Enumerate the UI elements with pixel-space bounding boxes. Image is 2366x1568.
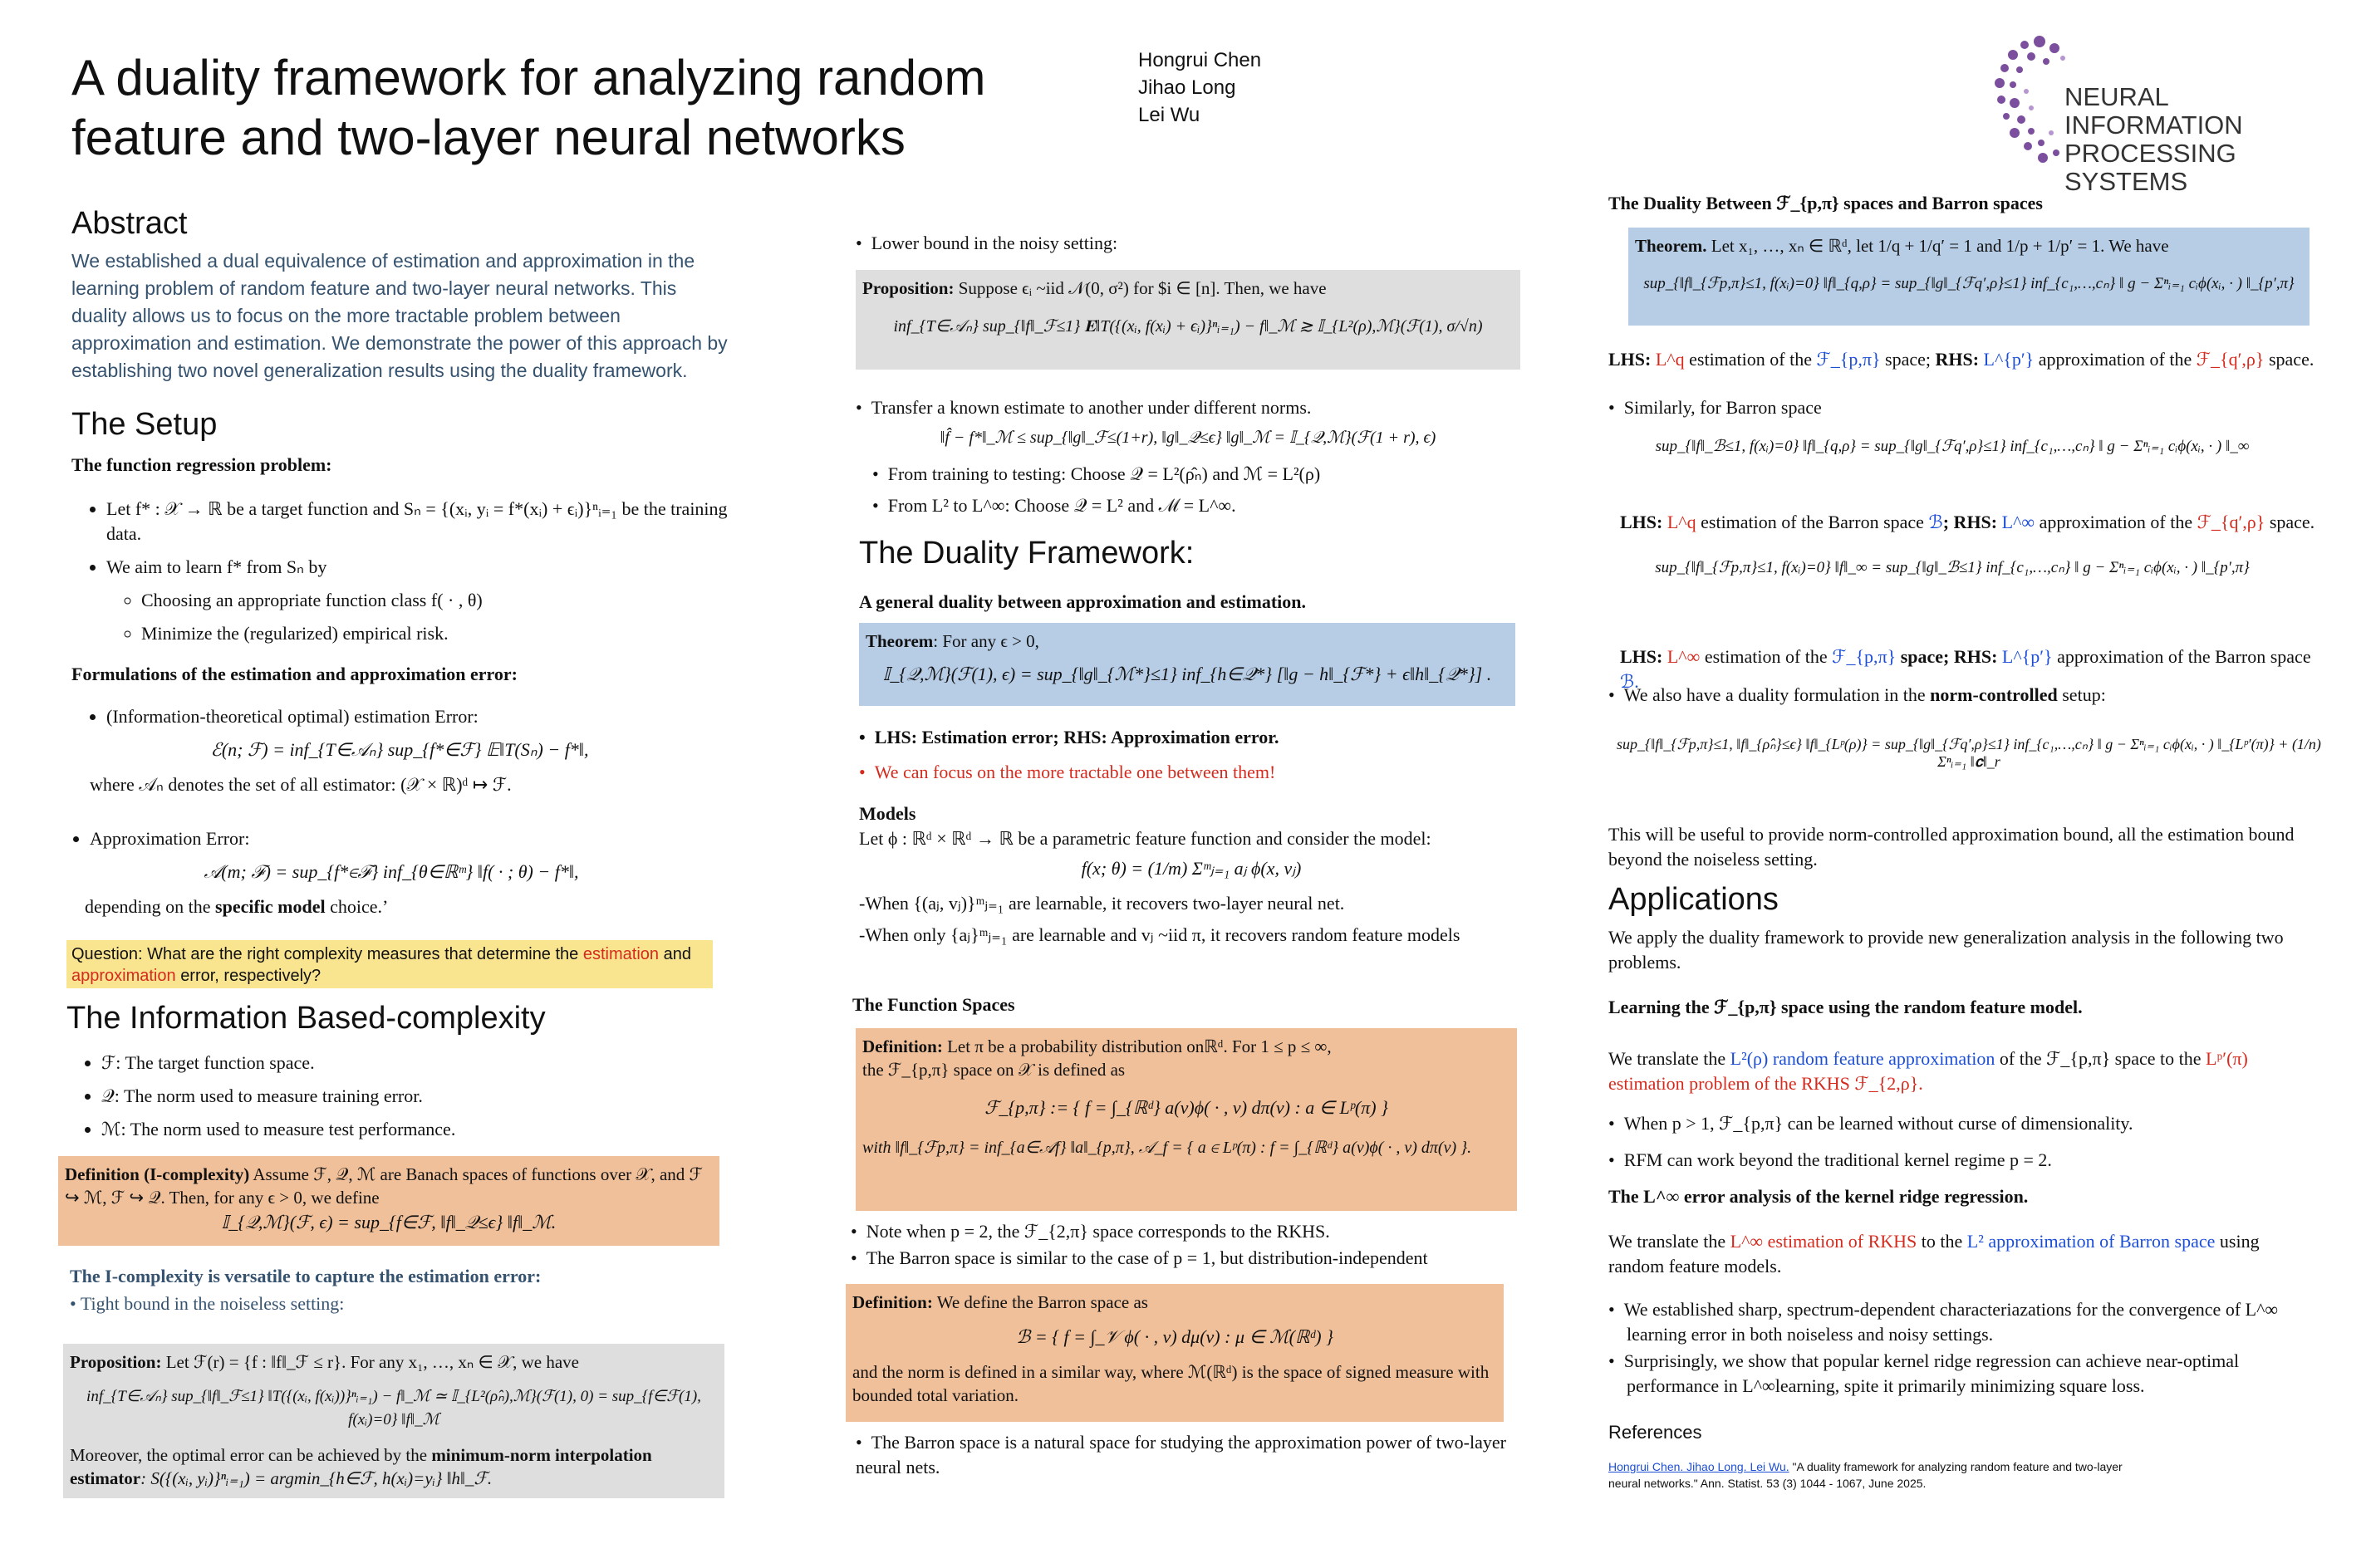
apply-text: We apply the duality framework to provide new generalization analysis in the following two problems. — [1608, 927, 2284, 973]
author-3: Lei Wu — [1138, 104, 1200, 126]
norm-eq: sup_{‖f‖_{ℱp,π}≤1, ‖f‖_{ρ̂ₙ}≤ϵ} ‖f‖_{Lᵖ(ρ)} = sup_{‖g‖_{ℱq′,ρ}≤1} inf_{c₁,…,cₙ} ‖ g − Σⁿᵢ₌₁ cᵢϕ(xᵢ, · ) ‖_{Lᵖ′(π)} + (1/n) Σⁿᵢ₌₁ ‖𝐜‖_r — [1617, 736, 2321, 770]
author-list — [1138, 47, 1261, 129]
icomp-eq: 𝕀_{𝒬,ℳ}(ℱ, ϵ) = sup_{f∈ℱ, ‖f‖_𝒬≤ϵ} ‖f‖_ℳ. — [221, 1212, 557, 1232]
setup-sub-1: ◦ Choosing an appropriate function class f( · , θ) — [141, 588, 728, 613]
logo-text — [2064, 83, 2339, 196]
note-1: • Note when p = 2, the ℱ_{2,π} space corresponds to the RKHS. — [851, 1221, 1330, 1242]
app-list-2 — [1608, 1297, 2290, 1399]
neurips-logo-icon — [1990, 33, 2073, 166]
def2-eq: ℬ = { f = ∫_𝒱 ϕ( · , v) dμ(v) : μ ∈ ℳ(ℝᵈ) } — [1016, 1326, 1333, 1347]
author-1: Hongrui Chen — [1138, 49, 1262, 71]
lhs1-line: LHS: L^q estimation of the ℱ_{p,π} space; RHS: L^{p′} approximation of the ℱ_{q′,ρ} space. — [1608, 349, 2314, 370]
approx-list — [55, 826, 728, 919]
est-error-eq: ℰ(n; ℱ) = inf_{T∈𝒜ₙ} sup_{f*∈ℱ} 𝔼‖T(Sₙ) − f*‖, — [210, 739, 589, 760]
poster-title: A duality framework for analyzing random feature and two-layer neural networks — [71, 50, 986, 165]
tight-bound: • Tight bound in the noiseless setting: — [70, 1293, 345, 1314]
lower-bound: • Lower bound in the noisy setting: — [856, 233, 1118, 253]
lhs-rhs: • LHS: Estimation error; RHS: Approximation error. — [859, 727, 1279, 747]
formulations-list — [71, 704, 728, 797]
models-when-2: -When only {aⱼ}ᵐⱼ₌₁ are learnable and vⱼ ~iid π, it recovers random feature models — [859, 924, 1460, 945]
question-box: Question: What are the right complexity measures that determine the estimation and approximation error, respectively? — [66, 940, 713, 988]
info-heading: The Information Based-complexity — [66, 1001, 546, 1036]
note-2: • The Barron space is similar to the case of p = 1, but distribution-independent — [851, 1247, 1428, 1268]
learning-heading: Learning the ℱ_{p,π} space using the random feature model. — [1608, 997, 2083, 1017]
def1-box: Definition: Let π be a probability distribution onℝᵈ. For 1 ≤ p ≤ ∞, the ℱ_{p,π} space on 𝒳 is defined as ℱ_{p,π} := { f = ∫_{ℝᵈ} a(v)ϕ( · , v) dπ(v) : a ∈ Lᵖ(π) } with ‖f‖_{ℱp,π} = inf_{a∈𝒜f} ‖a‖_{p,π}, 𝒜_f = { a ∈ Lᵖ(π) : f = ∫_{ℝᵈ} a(v)ϕ( · , v) dπ(v) }. — [856, 1028, 1517, 1211]
author-2: Jihao Long — [1138, 76, 1236, 99]
transfer-sub-1: • From training to testing: Choose 𝒬 = L²(ρ̂ₙ) and ℳ = L²(ρ) — [872, 463, 1321, 484]
duality-between-heading: The Duality Between ℱ_{p,π} spaces and Barron spaces — [1608, 193, 2043, 213]
models-block — [859, 801, 1524, 948]
duality-heading: The Duality Framework: — [859, 536, 1195, 571]
formulations-heading: Formulations of the estimation and approximation error: — [71, 664, 518, 684]
func-reg-heading: The function regression problem: — [71, 454, 332, 475]
theorem2-box: Theorem. Let x₁, …, xₙ ∈ ℝᵈ, let 1/q + 1/q′ = 1 and 1/p + 1/p′ = 1. We have sup_{‖f‖_{ℱp,π}≤1, f(xᵢ)=0} ‖f‖_{q,ρ} = sup_{‖g‖_{ℱq′,ρ}≤1} inf_{c₁,…,cₙ} ‖ g − Σⁿᵢ₌₁ cᵢϕ(xᵢ, · ) ‖_{p′,π} — [1628, 228, 2310, 326]
lhs-rhs-block — [859, 725, 1515, 785]
setup-heading: The Setup — [71, 407, 218, 442]
logo-line-2: PROCESSING SYSTEMS — [2064, 139, 2236, 196]
kernel-heading: The L^∞ error analysis of the kernel ridge regression. — [1608, 1186, 2029, 1207]
barron-eq-2: sup_{‖f‖_{ℱp,π}≤1, f(xᵢ)=0} ‖f‖_∞ = sup_{‖g‖_ℬ≤1} inf_{c₁,…,cₙ} ‖ g − Σⁿᵢ₌₁ cᵢϕ(xᵢ, · ) ‖_{p′,π} — [1655, 559, 2250, 576]
app-bullet-4: • Surprisingly, we show that popular kernel ridge regression can achieve near-optimal performance in L^∞learning, spite it primarily minimizing square loss. — [1608, 1350, 2240, 1396]
approx-depending: depending on the specific model choice.’ — [85, 896, 389, 917]
neurips-logo — [1990, 33, 2339, 196]
approx-error-label: • Approximation Error: — [90, 826, 728, 851]
approx-error-eq: 𝒜(m; ℱ) = sup_{f*∈ℱ} inf_{θ∈ℝᵐ} ‖f( · ; θ) − f*‖, — [204, 861, 579, 882]
def1-eq-2: with ‖f‖_{ℱp,π} = inf_{a∈𝒜f} ‖a‖_{p,π}, 𝒜_f = { a ∈ Lᵖ(π) : f = ∫_{ℝᵈ} a(v)ϕ( · , v) dπ(v) }. — [862, 1139, 1472, 1157]
info-list — [66, 1051, 723, 1150]
models-heading: Models — [859, 803, 916, 824]
icomp-versatile: The I-complexity is versatile to capture the estimation error: — [70, 1266, 542, 1286]
app-list-1 — [1608, 1111, 2314, 1173]
transfer-sub-2: • From L² to L^∞: Choose 𝒬 = L² and ℳ = L^∞. — [872, 495, 1236, 516]
func-spaces-heading: The Function Spaces — [852, 994, 1015, 1015]
app-bullet-2: • RFM can work beyond the traditional kernel regime p = 2. — [1608, 1149, 2052, 1170]
models-text: Let ϕ : ℝᵈ × ℝᵈ → ℝ be a parametric feature function and consider the model: — [859, 828, 1431, 849]
prop2-eq: inf_{T∈𝒜ₙ} sup_{‖f‖_ℱ≤1} 𝐄‖T({(xᵢ, f(xᵢ) + ϵᵢ)}ⁿᵢ₌₁) − f‖_ℳ ≳ 𝕀_{L²(ρ),ℳ}(ℱ(1), σ/√n) — [893, 317, 1483, 336]
app-bullet-1: • When p > 1, ℱ_{p,π} can be learned without curse of dimensionality. — [1608, 1113, 2133, 1134]
models-eq: f(x; θ) = (1/m) Σᵐⱼ₌₁ aⱼ ϕ(x, vⱼ) — [1081, 858, 1302, 879]
info-bullet-1: • ℱ: The target function space. — [101, 1051, 723, 1076]
setup-bullet-2 — [106, 555, 728, 646]
setup-sub-2: ◦ Minimize the (regularized) empirical risk. — [141, 621, 728, 646]
translate2: We translate the L^∞ estimation of RKHS to the L² approximation of Barron space using random feature models. — [1608, 1231, 2260, 1276]
models-when-1: -When {(aⱼ, vⱼ)}ᵐⱼ₌₁ are learnable, it recovers two-layer neural net. — [859, 893, 1345, 914]
general-duality: A general duality between approximation and estimation. — [859, 591, 1307, 612]
setup-bullet-2-text: We aim to learn f* from Sₙ by — [106, 556, 327, 577]
def2-text-2: and the norm is defined in a similar way, where ℳ(ℝᵈ) is the space of signed measure with bounded total variation. — [852, 1362, 1490, 1405]
theorem1-box: Theorem: For any ϵ > 0, 𝕀_{𝒬,ℳ}(ℱ(1), ϵ) = sup_{‖g‖_{ℳ*}≤1} inf_{h∈𝒬*} [‖g − h‖_{ℱ*} + ϵ‖h‖_{𝒬*}] . — [859, 623, 1515, 706]
prop2-box: Proposition: Suppose ϵᵢ ~iid 𝒩(0, σ²) for $i ∈ [n]. Then, we have inf_{T∈𝒜ₙ} sup_{‖f‖_ℱ≤1} 𝐄‖T({(xᵢ, f(xᵢ) + ϵᵢ)}ⁿᵢ₌₁) − f‖_ℳ ≳ 𝕀_{L²(ρ),ℳ}(ℱ(1), σ/√n) — [856, 270, 1520, 370]
references-heading: References — [1608, 1422, 1702, 1443]
setup-bullet-1: • Let f* : 𝒳 → ℝ be a target function and Sₙ = {(xᵢ, yᵢ = f*(xᵢ) + ϵᵢ)}ⁿᵢ₌₁ be the training data. — [106, 497, 728, 546]
reference-authors-link[interactable]: Hongrui Chen. Jihao Long. Lei Wu. — [1608, 1460, 1789, 1473]
lhs2-line: LHS: L^q estimation of the Barron space ℬ; RHS: L^∞ approximation of the ℱ_{q′,ρ} space. — [1620, 512, 2315, 532]
prop1-eq: inf_{T∈𝒜ₙ} sup_{‖f‖_ℱ≤1} ‖T({(xᵢ, f(xᵢ))}ⁿᵢ₌₁) − f‖_ℳ ≃ 𝕀_{L²(ρ̂ₙ),ℳ}(ℱ(1), 0) = sup_{f∈ℱ(1), f(xᵢ)=0} ‖f‖_ℳ — [86, 1388, 701, 1428]
useful-text: This will be useful to provide norm-controlled approximation bound, all the estimation bound beyond the noiseless setting. — [1608, 824, 2295, 870]
icomp-definition-box: Definition (I-complexity) Assume ℱ, 𝒬, ℳ are Banach spaces of functions over 𝒳, and ℱ ↪ ℳ, ℱ ↪ 𝒬. Then, for any ϵ > 0, we define 𝕀_{𝒬,ℳ}(ℱ, ϵ) = sup_{f∈ℱ, ‖f‖_𝒬≤ϵ} ‖f‖_ℳ. — [58, 1156, 719, 1246]
translate1: We translate the L²(ρ) random feature approximation of the ℱ_{p,π} space to the Lᵖ′(π) estimation problem of the RKHS ℱ_{2,ρ}. — [1608, 1048, 2248, 1094]
theorem1-eq: 𝕀_{𝒬,ℳ}(ℱ(1), ϵ) = sup_{‖g‖_{ℳ*}≤1} inf_{h∈𝒬*} [‖g − h‖_{ℱ*} + ϵ‖h‖_{𝒬*}] . — [882, 664, 1492, 684]
transfer-text: • Transfer a known estimate to another under different norms. — [856, 397, 1312, 418]
def1-eq-1: ℱ_{p,π} := { f = ∫_{ℝᵈ} a(v)ϕ( · , v) dπ(v) : a ∈ Lᵖ(π) } — [984, 1097, 1388, 1118]
notes-block — [851, 1219, 1515, 1271]
setup-list — [71, 497, 728, 654]
est-where: where 𝒜ₙ denotes the set of all estimator: (𝒳 × ℝ)ᵈ ↦ ℱ. — [90, 774, 512, 795]
def2-box: Definition: We define the Barron space as ℬ = { f = ∫_𝒱 ϕ( · , v) dμ(v) : μ ∈ ℳ(ℝᵈ) } and the norm is defined in a similar way, where ℳ(ℝᵈ) is the space of signed measure with bounded total variation. — [846, 1284, 1504, 1422]
abstract-heading: Abstract — [71, 206, 188, 241]
app-bullet-3: • We established sharp, spectrum-dependent characteriazations for the convergence of L^∞ learning error in both noiseless and noisy settings. — [1608, 1299, 2279, 1345]
prop1-more: Moreover, the optimal error can be achieved by the minimum-norm interpolation estimator: S({(xᵢ, yᵢ)}ⁿᵢ₌₁) = argmin_{h∈ℱ, h(xᵢ)=yᵢ} ‖h‖_ℱ. — [70, 1445, 652, 1488]
focus-text: • We can focus on the more tractable one between them! — [859, 762, 1276, 782]
lhs3-line: LHS: L^∞ estimation of the ℱ_{p,π} space; RHS: L^{p′} approximation of the Barron space ℬ. — [1620, 646, 2311, 692]
est-error-label: • (Information-theoretical optimal) estimation Error: — [106, 704, 728, 729]
similarly: • Similarly, for Barron space — [1608, 397, 1822, 418]
reference-entry: Hongrui Chen. Jihao Long. Lei Wu. "A duality framework for analyzing random feature and two-layer neural networks." Ann. Statist. 53 (3) 1044 - 1067, June 2025. — [1608, 1460, 2123, 1490]
applications-heading: Applications — [1608, 882, 1779, 917]
info-bullet-2: • 𝒬: The norm used to measure training error. — [101, 1084, 723, 1109]
transfer-eq: ‖f̂ − f*‖_ℳ ≤ sup_{‖g‖_ℱ≤(1+r), ‖g‖_𝒬≤ϵ} ‖g‖_ℳ = 𝕀_{𝒬,ℳ}(ℱ(1 + r), ϵ) — [940, 429, 1436, 447]
barron-natural: • The Barron space is a natural space for studying the approximation power of two-layer neural nets. — [856, 1432, 1506, 1477]
info-bullet-3: • ℳ: The norm used to measure test performance. — [101, 1117, 723, 1142]
abstract-text: We established a dual equivalence of estimation and approximation in the learning problem of random feature and two-layer neural networks. This duality allows us to focus on the more tractable problem between approximation and estimation. We demonstrate the power of this approach by establishing two novel generalization results using the duality framework. — [71, 250, 728, 381]
theorem2-eq: sup_{‖f‖_{ℱp,π}≤1, f(xᵢ)=0} ‖f‖_{q,ρ} = sup_{‖g‖_{ℱq′,ρ}≤1} inf_{c₁,…,cₙ} ‖ g − Σⁿᵢ₌₁ cᵢϕ(xᵢ, · ) ‖_{p′,π} — [1643, 275, 2295, 292]
prop1-box: Proposition: Let ℱ(r) = {f : ‖f‖_ℱ ≤ r}. For any x₁, …, xₙ ∈ 𝒳, we have inf_{T∈𝒜ₙ} sup_{‖f‖_ℱ≤1} ‖T({(xᵢ, f(xᵢ))}ⁿᵢ₌₁) − f‖_ℳ ≃ 𝕀_{L²(ρ̂ₙ),ℳ}(ℱ(1), 0) = sup_{f∈ℱ(1), f(xᵢ)=0} ‖f‖_ℳ Moreover, the optimal error can be achieved by the minimum-norm interpolation estimator: S({(xᵢ, yᵢ)}ⁿᵢ₌₁) = argmin_{h∈ℱ, h(xᵢ)=yᵢ} ‖h‖_ℱ. — [63, 1344, 724, 1498]
transfer-block — [856, 395, 1520, 518]
barron-eq-1: sup_{‖f‖_ℬ≤1, f(xᵢ)=0} ‖f‖_{q,ρ} = sup_{‖g‖_{ℱq′,ρ}≤1} inf_{c₁,…,cₙ} ‖ g − Σⁿᵢ₌₁ cᵢϕ(xᵢ, · ) ‖_∞ — [1655, 438, 2250, 455]
logo-line-1: NEURAL INFORMATION — [2064, 82, 2243, 140]
norm-controlled-line: • We also have a duality formulation in the norm-controlled setup: — [1608, 684, 2106, 705]
